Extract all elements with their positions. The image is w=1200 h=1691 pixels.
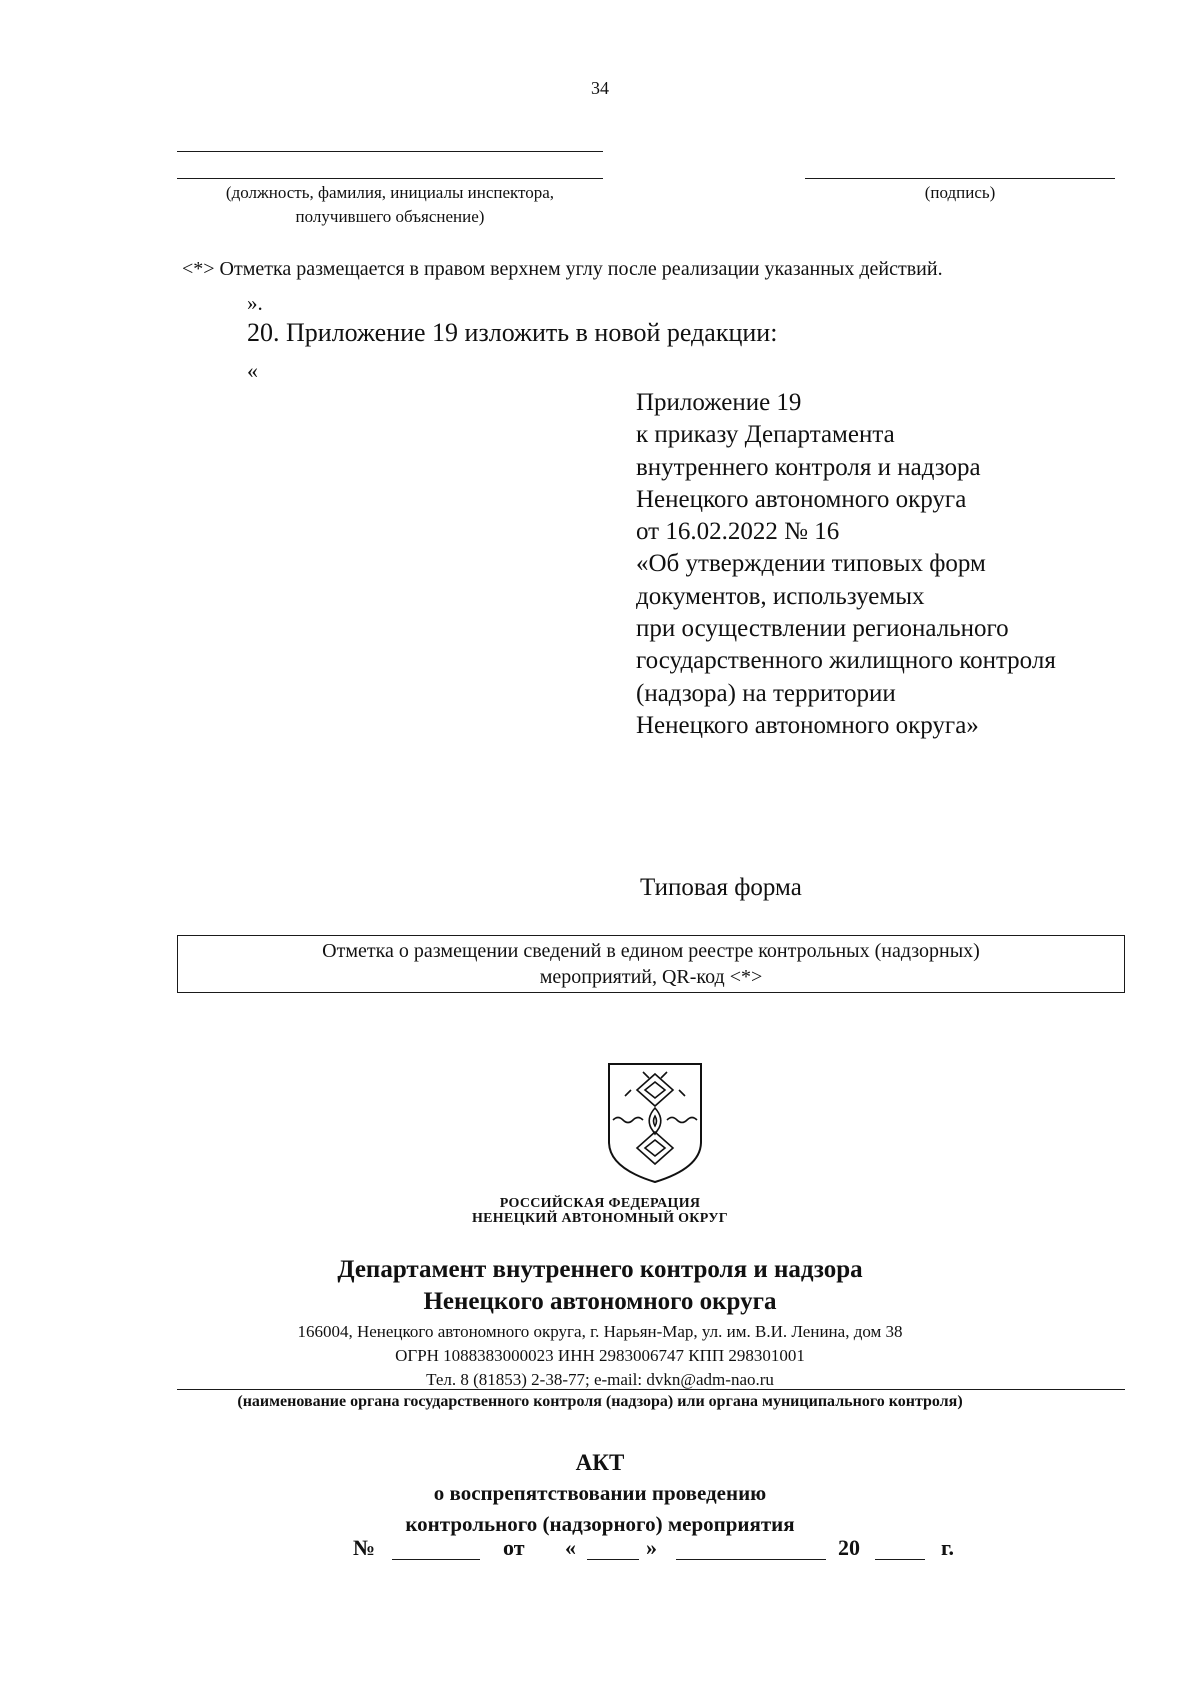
organ-caption: (наименование органа государственного контроля (надзора) или органа муниципального контроля)	[237, 1393, 963, 1410]
department-address: 166004, Ненецкого автономного округа, г. Нарьян-Мар, ул. им. В.И. Ленина, дом 38	[297, 1322, 903, 1341]
footnote: <*> Отметка размещается в правом верхнем углу после реализации указанных действий.	[182, 258, 943, 280]
page-number: 34	[591, 78, 609, 98]
organ-line	[177, 1389, 1125, 1390]
year-prefix: 20	[838, 1535, 860, 1560]
appendix-line: внутреннего контроля и надзора	[636, 453, 981, 481]
department-ids: ОГРН 1088383000023 ИНН 2983006747 КПП 298301001	[395, 1346, 805, 1365]
coat-of-arms-icon	[605, 1060, 705, 1186]
act-subtitle1: о воспрепятствовании проведению	[433, 1481, 767, 1505]
number-sign: №	[353, 1535, 376, 1560]
department-contacts: Тел. 8 (81853) 2-38-77; e-mail: dvkn@adm-nao.ru	[426, 1370, 774, 1389]
registry-mark-line2: мероприятий, QR-код <*>	[539, 966, 763, 988]
inspector-line-1	[177, 151, 603, 152]
registry-mark-line1: Отметка о размещении сведений в едином реестре контрольных (надзорных)	[322, 940, 980, 962]
department-line2: Ненецкого автономного округа	[423, 1288, 777, 1315]
day-quote-close: »	[646, 1535, 657, 1560]
registry-mark-box	[177, 935, 1125, 993]
department-requisites	[0, 1320, 1200, 1392]
act-title: АКТ	[575, 1450, 625, 1475]
appendix-line: (надзора) на территории	[636, 679, 896, 707]
appendix-line: Ненецкого автономного округа»	[636, 711, 979, 739]
inspector-caption	[177, 181, 603, 229]
day-quote-open: «	[565, 1535, 576, 1560]
appendix-line: «Об утверждении типовых форм	[636, 550, 986, 578]
appendix-line: документов, используемых	[636, 582, 925, 610]
signature-caption: (подпись)	[924, 183, 996, 202]
amendment-item-20: 20. Приложение 19 изложить в новой редакции:	[247, 318, 778, 347]
opening-quote: «	[247, 358, 258, 383]
act-day-blank	[587, 1559, 639, 1560]
inspector-caption-line1: (должность, фамилия, инициалы инспектора,	[225, 183, 555, 202]
act-heading	[0, 1447, 1200, 1540]
state-heading	[0, 1196, 1200, 1226]
inspector-caption-line2: получившего объяснение)	[295, 207, 485, 226]
act-number-blank	[392, 1559, 480, 1560]
appendix-line: государственного жилищного контроля	[636, 647, 1056, 675]
department-name	[0, 1254, 1200, 1318]
signature-line	[805, 178, 1115, 179]
appendix-line: к приказу Департамента	[636, 421, 895, 449]
appendix-line: Приложение 19	[636, 389, 802, 416]
department-line1: Департамент внутреннего контроля и надзора	[337, 1256, 863, 1283]
number-from: от	[503, 1535, 525, 1560]
appendix-line: Ненецкого автономного округа	[636, 485, 967, 513]
appendix-line: при осуществлении регионального	[636, 615, 1009, 643]
closing-quote: ».	[247, 291, 263, 315]
inspector-line-2	[177, 178, 603, 179]
act-month-blank	[676, 1559, 826, 1560]
year-suffix: г.	[941, 1535, 955, 1560]
act-year-blank	[875, 1559, 925, 1560]
appendix-line: от 16.02.2022 № 16	[636, 518, 840, 546]
act-subtitle2: контрольного (надзорного) мероприятия	[405, 1512, 795, 1536]
state-line1: РОССИЙСКАЯ ФЕДЕРАЦИЯ	[499, 1196, 701, 1211]
form-type-label: Типовая форма	[640, 874, 802, 901]
appendix-header	[636, 387, 1056, 742]
state-line2: НЕНЕЦКИЙ АВТОНОМНЫЙ ОКРУГ	[471, 1211, 729, 1226]
